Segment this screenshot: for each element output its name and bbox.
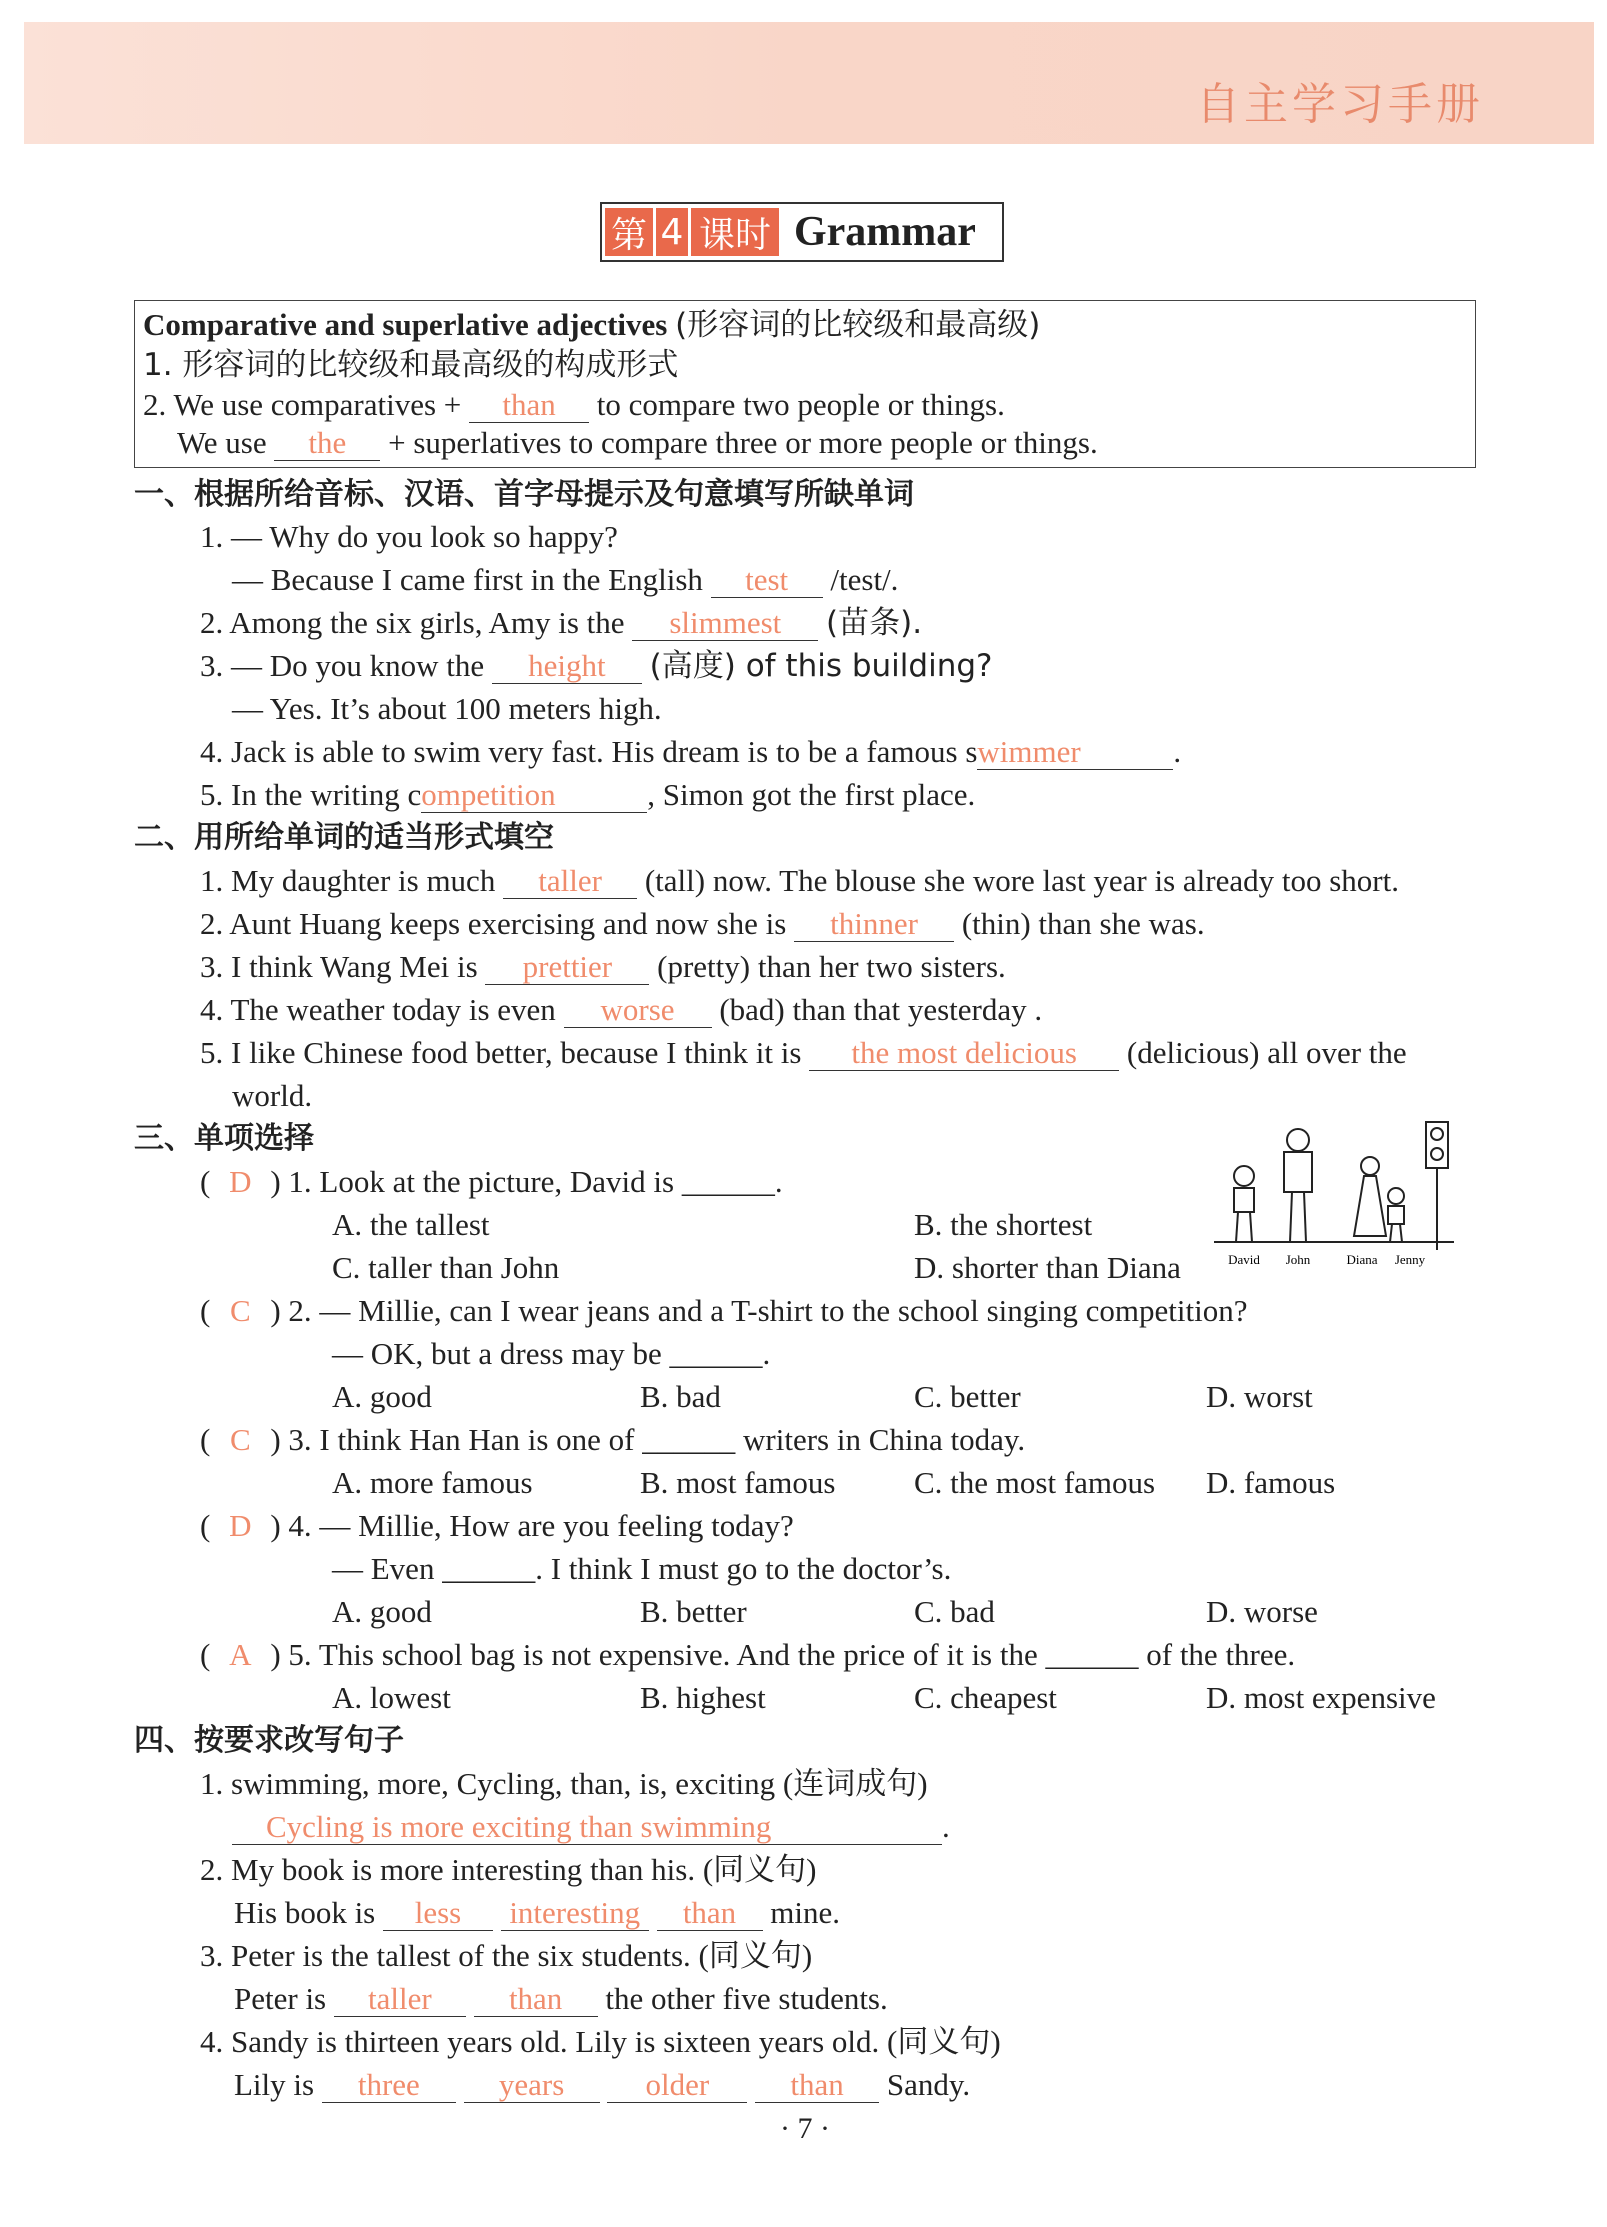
- page-header-banner: [24, 22, 1594, 144]
- header-title: 自主学习手册: [1196, 79, 1484, 130]
- answer-blank: Cycling is more exciting than swimming: [232, 1810, 942, 1845]
- lesson-number: 4: [656, 208, 688, 256]
- section3-title: 三、单项选择: [134, 1121, 314, 1156]
- david-figure: [1234, 1166, 1254, 1186]
- answer-blank: years: [464, 2068, 600, 2103]
- s2-q1: 1. My daughter is much taller (tall) now. The blouse she wore last year is already too short.: [200, 863, 1399, 898]
- s4-q1: 1. swimming, more, Cycling, than, is, exciting (连词成句): [200, 1766, 928, 1801]
- john-figure: [1287, 1129, 1309, 1151]
- s3-q3-opt-a: A. more famous: [332, 1465, 533, 1500]
- s3-q5: ( A ) 5. This school bag is not expensive. And the price of it is the ______ of the three.: [200, 1635, 1295, 1675]
- lesson-title: [600, 202, 1004, 262]
- s2-q3: 3. I think Wang Mei is prettier (pretty) than her two sisters.: [200, 949, 1006, 984]
- s3-q3: ( C ) 3. I think Han Han is one of ______ writers in China today.: [200, 1420, 1025, 1460]
- s3-q4-opt-d: D. worse: [1206, 1594, 1318, 1629]
- s4-q4-answer: Lily is three years older than Sandy.: [234, 2067, 971, 2102]
- s4-q2-answer: His book is less interesting than mine.: [234, 1895, 840, 1930]
- summary-line2: 2. We use comparatives + than to compare two people or things.: [143, 387, 1005, 422]
- page-number: · 7 ·: [780, 2112, 830, 2145]
- section1-title: 一、根据所给音标、汉语、首字母提示及句意填写所缺单词: [134, 477, 914, 512]
- s2-q4: 4. The weather today is even worse (bad) than that yesterday .: [200, 992, 1043, 1027]
- s4-q1-answer: Cycling is more exciting than swimming .: [232, 1807, 950, 1847]
- answer-blank: the: [274, 426, 380, 461]
- diana-figure: [1361, 1157, 1379, 1175]
- s2-q5c: world.: [232, 1078, 313, 1113]
- s2-q2: 2. Aunt Huang keeps exercising and now she is thinner (thin) than she was.: [200, 906, 1205, 941]
- answer-blank: ompetition: [421, 778, 647, 813]
- answer-blank: taller: [503, 864, 637, 899]
- answer-blank: taller: [334, 1982, 466, 2017]
- answer-blank: wimmer: [977, 735, 1173, 770]
- s3-q2-opt-c: C. better: [914, 1379, 1021, 1414]
- s3-q2-opt-b: B. bad: [640, 1379, 721, 1414]
- s1-q3c: — Yes. It’s about 100 meters high.: [232, 691, 662, 726]
- answer-blank: interesting: [501, 1896, 649, 1931]
- s4-q3-answer: Peter is taller than the other five students.: [234, 1981, 888, 2016]
- s3-q2: ( C ) 2. — Millie, can I wear jeans and a T-shirt to the school singing competition?: [200, 1291, 1247, 1331]
- choice-answer: C: [229, 1422, 251, 1457]
- s3-q4-opt-a: A. good: [332, 1594, 432, 1629]
- figure-label-john: John: [1285, 1252, 1311, 1267]
- answer-blank: height: [492, 649, 642, 684]
- grammar-summary-box: [134, 300, 1476, 468]
- lesson-label-part2: 课时: [691, 208, 779, 256]
- answer-blank: than: [469, 388, 589, 423]
- s3-q1: ( D ) 1. Look at the picture, David is ______.: [200, 1162, 783, 1202]
- s1-q4: 4. Jack is able to swim very fast. His dream is to be a famous swimmer .: [200, 734, 1182, 769]
- figure-label-diana: Diana: [1346, 1252, 1378, 1267]
- s3-q5-opt-d: D. most expensive: [1206, 1680, 1436, 1715]
- choice-answer: C: [229, 1293, 251, 1328]
- s4-q3: 3. Peter is the tallest of the six students. (同义句): [200, 1938, 813, 1973]
- answer-blank: prettier: [485, 950, 649, 985]
- s3-q4-text2: — Even ______. I think I must go to the doctor’s.: [332, 1551, 952, 1586]
- s3-q1-opt-c: C. taller than John: [332, 1250, 560, 1285]
- s3-q2-opt-a: A. good: [332, 1379, 432, 1414]
- s1-q2: 2. Among the six girls, Amy is the slimmest (苗条).: [200, 605, 923, 641]
- answer-blank: slimmest: [632, 606, 818, 641]
- answer-blank: the most delicious: [809, 1036, 1119, 1071]
- choice-answer: D: [229, 1164, 252, 1199]
- figure-label-jenny: Jenny: [1394, 1252, 1426, 1267]
- s3-q5-opt-b: B. highest: [640, 1680, 766, 1715]
- summary-heading: Comparative and superlative adjectives (形容词的比较级和最高级): [143, 307, 1041, 343]
- s3-q2-opt-d: D. worst: [1206, 1379, 1313, 1414]
- s1-q1a: 1. — Why do you look so happy?: [200, 519, 618, 554]
- lesson-label-part1: 第: [605, 208, 653, 256]
- s1-q1b: — Because I came first in the English test /test/.: [232, 562, 899, 597]
- height-comparison-figure: [1214, 1118, 1476, 1270]
- s3-q4-opt-c: C. bad: [914, 1594, 995, 1629]
- s2-q5: 5. I like Chinese food better, because I think it is the most delicious (delicious) all over the: [200, 1035, 1407, 1070]
- s1-q5: 5. In the writing competition , Simon got the first place.: [200, 777, 976, 812]
- s3-q3-opt-b: B. most famous: [640, 1465, 836, 1500]
- figure-label-david: David: [1228, 1252, 1260, 1267]
- choice-answer: D: [229, 1508, 252, 1543]
- summary-line1: 1. 形容词的比较级和最高级的构成形式: [143, 347, 679, 383]
- s3-q4: ( D ) 4. — Millie, How are you feeling today?: [200, 1506, 794, 1546]
- answer-blank: worse: [564, 993, 712, 1028]
- jenny-figure: [1388, 1188, 1404, 1204]
- section4-title: 四、按要求改写句子: [134, 1723, 404, 1758]
- answer-blank: three: [322, 2068, 456, 2103]
- s3-q1-opt-a: A. the tallest: [332, 1207, 490, 1242]
- s4-q4: 4. Sandy is thirteen years old. Lily is sixteen years old. (同义句): [200, 2024, 1001, 2059]
- s3-q3-opt-d: D. famous: [1206, 1465, 1336, 1500]
- answer-blank: than: [474, 1982, 598, 2017]
- section2-title: 二、用所给单词的适当形式填空: [134, 820, 554, 855]
- answer-blank: test: [711, 563, 823, 598]
- s3-q4-opt-b: B. better: [640, 1594, 747, 1629]
- answer-blank: than: [657, 1896, 763, 1931]
- s3-q3-opt-c: C. the most famous: [914, 1465, 1156, 1500]
- lesson-name: Grammar: [794, 209, 976, 255]
- answer-blank: less: [383, 1896, 493, 1931]
- s3-q2-text2: — OK, but a dress may be ______.: [332, 1336, 771, 1371]
- s3-q5-opt-c: C. cheapest: [914, 1680, 1057, 1715]
- summary-line3: We use the + superlatives to compare three or more people or things.: [177, 425, 1098, 460]
- choice-answer: A: [229, 1637, 252, 1672]
- answer-blank: thinner: [794, 907, 954, 942]
- s3-q1-opt-b: B. the shortest: [914, 1207, 1093, 1242]
- s3-q5-opt-a: A. lowest: [332, 1680, 451, 1715]
- s1-q3: 3. — Do you know the height (高度) of this building?: [200, 648, 993, 684]
- answer-blank: than: [755, 2068, 879, 2103]
- answer-blank: older: [607, 2068, 747, 2103]
- s3-q1-opt-d: D. shorter than Diana: [914, 1250, 1181, 1285]
- s4-q2: 2. My book is more interesting than his. (同义句): [200, 1852, 817, 1887]
